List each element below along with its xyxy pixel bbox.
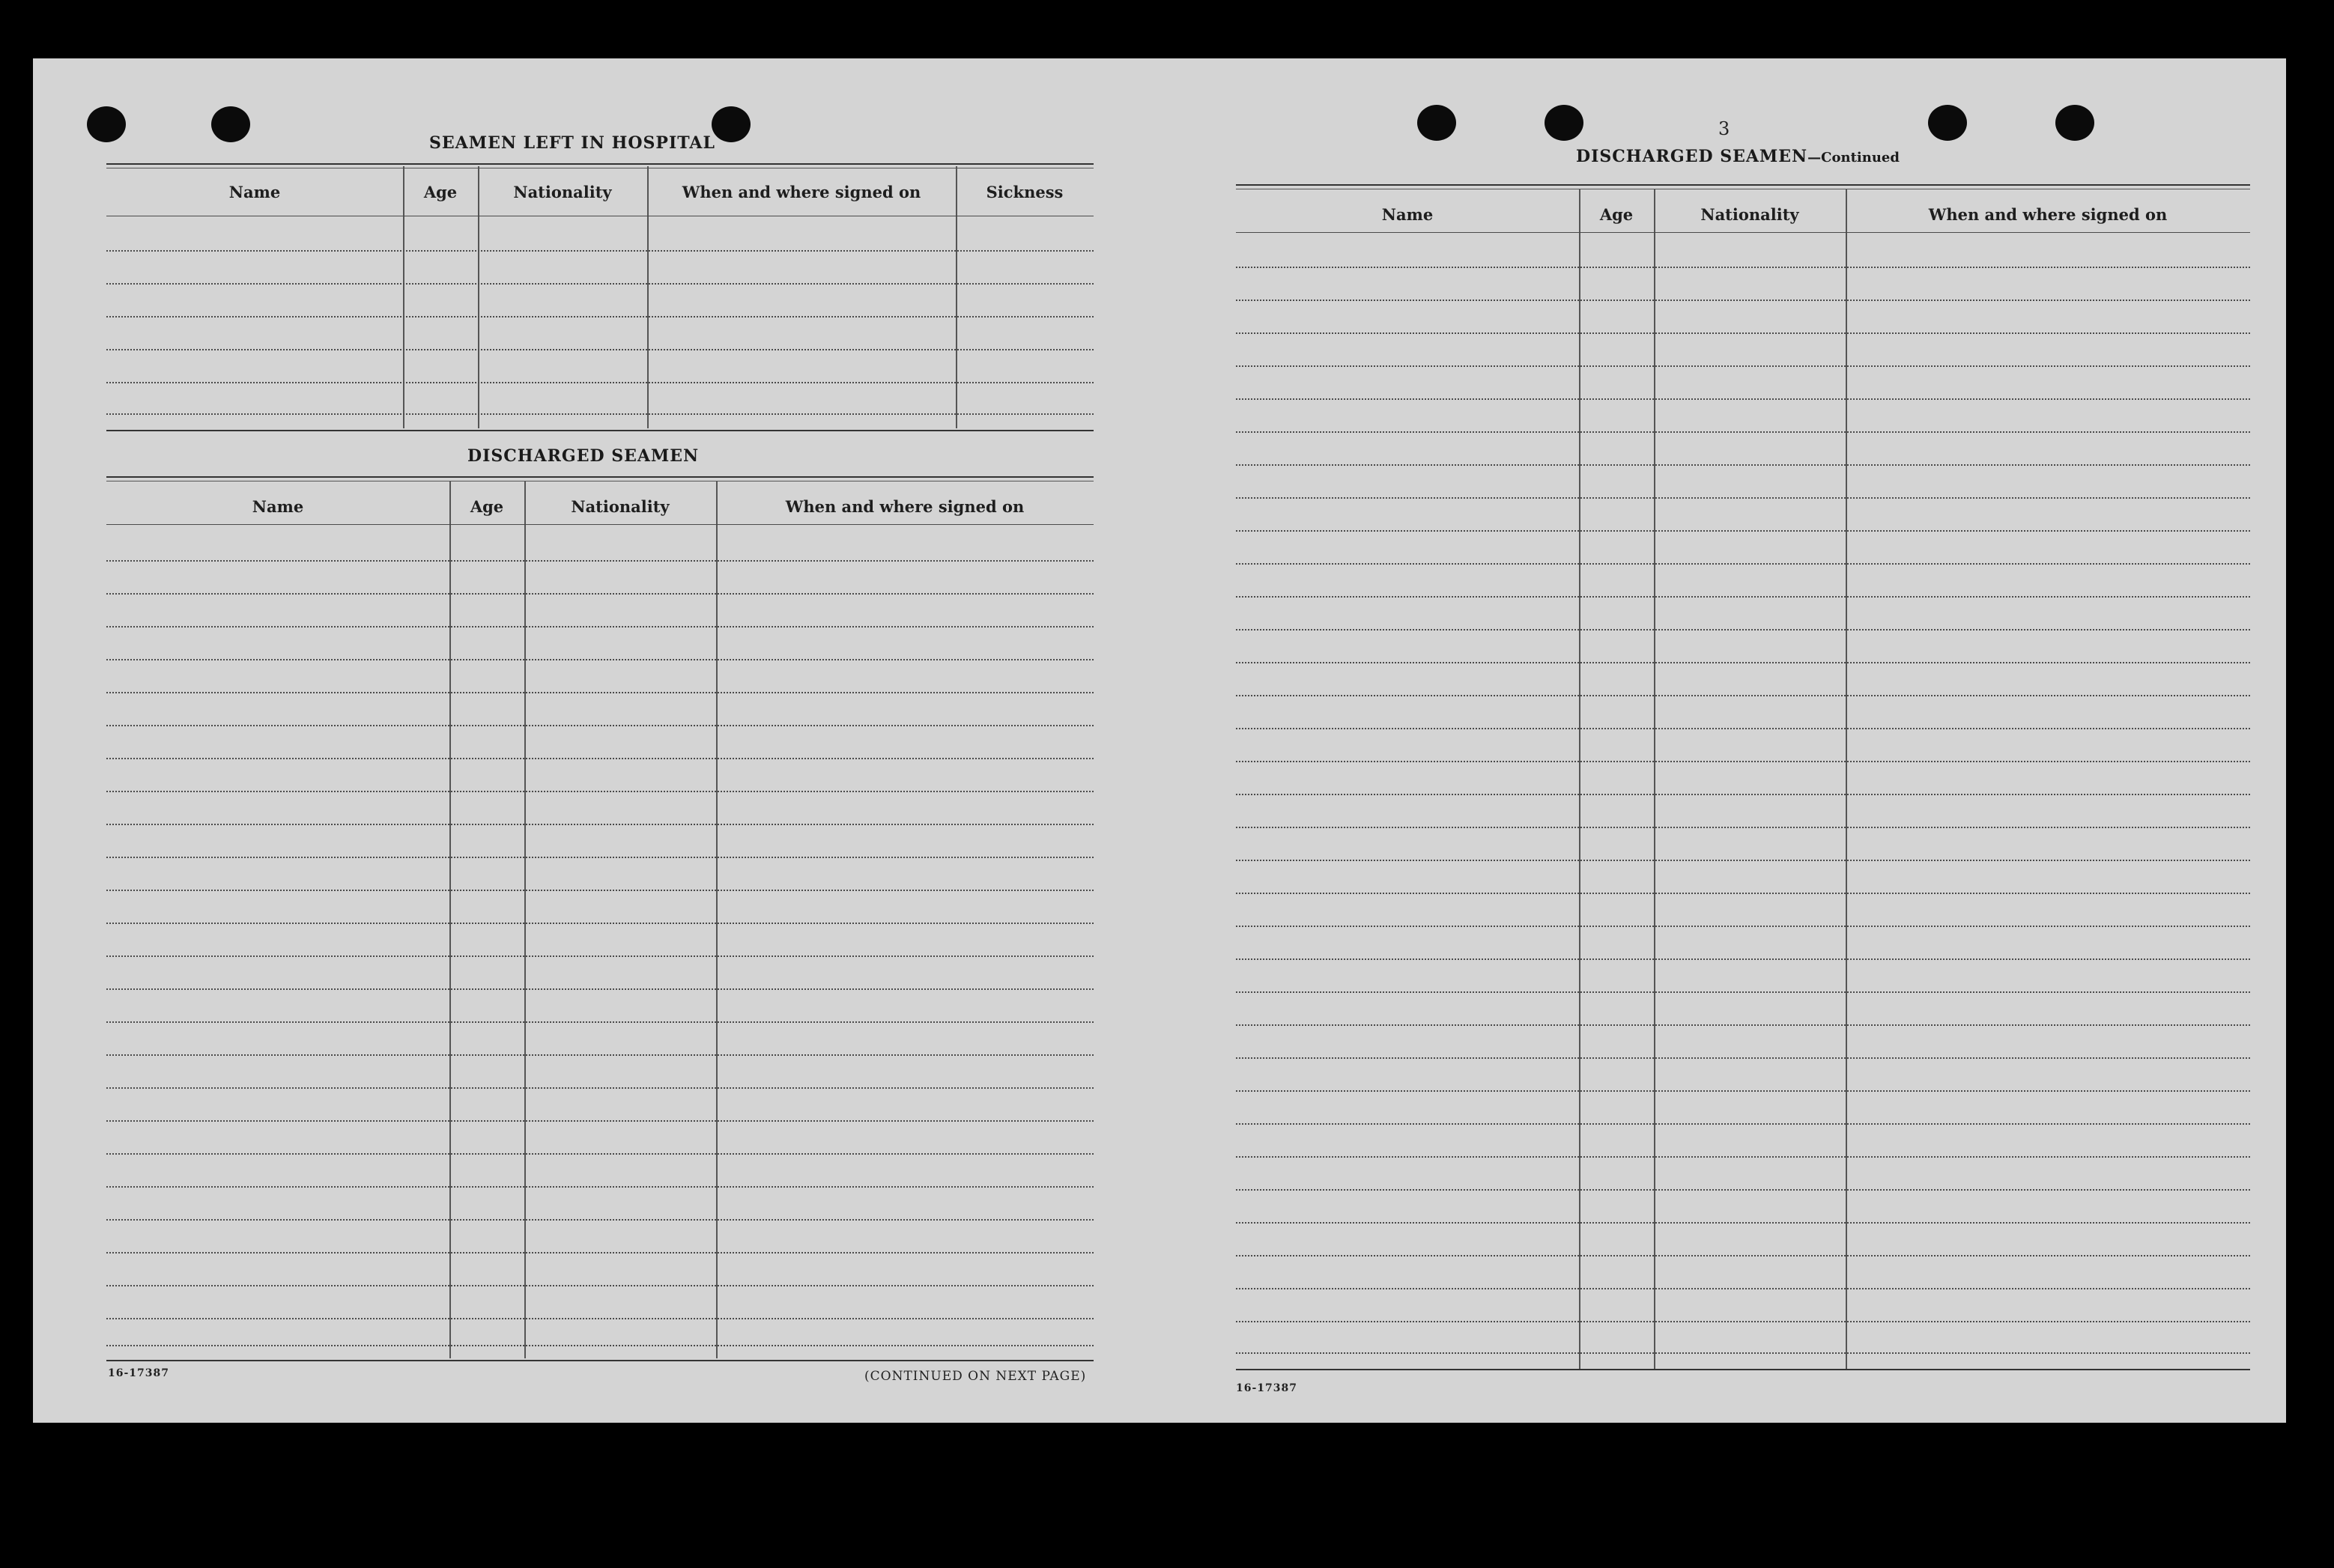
col-header-name: Name — [252, 496, 304, 516]
hospital-table — [106, 163, 1094, 433]
col-header-nationality: Nationality — [1700, 204, 1799, 224]
col-header-name: Name — [228, 182, 281, 201]
col-header-signed-on: When and where signed on — [682, 182, 921, 201]
punch-hole — [1417, 105, 1456, 141]
punch-hole — [87, 106, 126, 142]
discharged-title: DISCHARGED SEAMEN — [467, 446, 700, 466]
col-header-age: Age — [470, 496, 504, 516]
punch-hole — [2055, 105, 2094, 141]
punch-hole — [211, 106, 250, 142]
col-header-signed-on: When and where signed on — [1928, 204, 2168, 224]
ledger-sheet — [33, 58, 2286, 1423]
col-header-nationality: Nationality — [571, 496, 670, 516]
discharged-continued-title — [1576, 147, 1900, 166]
title-main: DISCHARGED SEAMEN — [1576, 147, 1808, 166]
page-number: 3 — [1718, 118, 1730, 139]
discharged-continued-table — [1236, 184, 2250, 1427]
title-suffix: —Continued — [1807, 150, 1900, 165]
col-header-nationality: Nationality — [513, 182, 612, 201]
hospital-title: SEAMEN LEFT IN HOSPITAL — [429, 133, 715, 153]
form-number: 16-17387 — [1236, 1382, 1297, 1394]
col-header-age: Age — [423, 182, 458, 201]
discharged-table — [106, 476, 1094, 1427]
col-header-signed-on: When and where signed on — [785, 496, 1025, 516]
col-header-age: Age — [1599, 204, 1634, 224]
form-number: 16-17387 — [108, 1367, 169, 1379]
col-header-name: Name — [1381, 204, 1434, 224]
continued-note: (CONTINUED ON NEXT PAGE) — [864, 1369, 1087, 1384]
punch-hole — [1928, 105, 1967, 141]
col-header-sickness: Sickness — [986, 182, 1064, 201]
punch-hole — [1545, 105, 1583, 141]
